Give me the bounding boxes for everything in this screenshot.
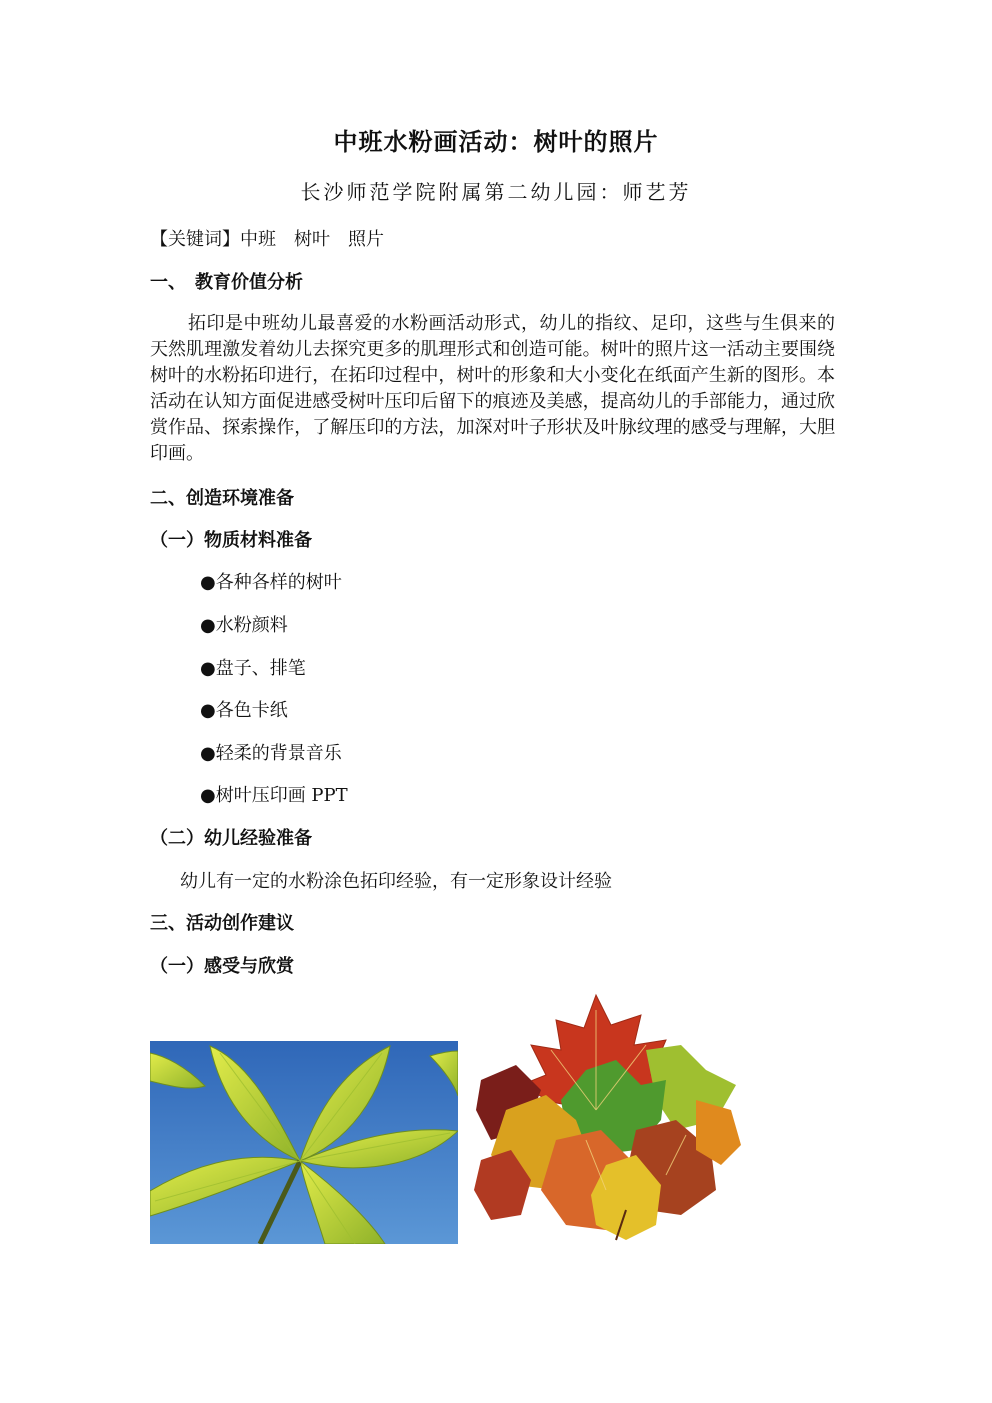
section2-sub2-heading: （二）幼儿经验准备 — [150, 828, 312, 849]
keyword-3: 照片 — [348, 229, 384, 250]
page-title: 中班水粉画活动：树叶的照片 — [333, 128, 659, 156]
green-leaves-photo — [150, 1041, 458, 1244]
section1-paragraph: 拓印是中班幼儿最喜爱的水粉画活动形式，幼儿的指纹、足印，这些与生俱来的天然肌理激发着幼儿去探究更多的肌理形式和创造可能。树叶的照片这一活动主要围绕树叶的水粉拓印进行，在拓印过程中，树叶的形象和大小变化在纸面产生新的图形。本活动在认知方面促进感受树叶压印后留下的痕迹及美感，提高幼儿的手部能力，通过欣赏作品、探索操作，了解压印的方法，加深对叶子形状及叶脉纹理的感受与理解，大胆印画。 — [150, 313, 835, 464]
material-item: ●轻柔的背景音乐 — [200, 743, 342, 764]
material-item: ●各种各样的树叶 — [200, 572, 342, 593]
autumn-leaves-photo — [466, 990, 746, 1245]
section2-heading: 二、创造环境准备 — [150, 488, 294, 509]
experience-text: 幼儿有一定的水粉涂色拓印经验，有一定形象设计经验 — [180, 871, 612, 892]
page-subtitle: 长沙师范学院附属第二幼儿园：师艺芳 — [300, 180, 692, 204]
section2-sub1-heading: （一）物质材料准备 — [150, 530, 312, 551]
section3-heading: 三、活动创作建议 — [150, 913, 294, 934]
material-item: ●树叶压印画 PPT — [200, 785, 348, 806]
keywords-label: 【关键词】 — [150, 229, 240, 250]
keywords-line — [150, 225, 402, 251]
material-item: ●各色卡纸 — [200, 700, 288, 721]
material-item: ●水粉颜料 — [200, 615, 288, 636]
keyword-1: 中班 — [240, 229, 276, 250]
material-item: ●盘子、排笔 — [200, 658, 306, 679]
section1-heading: 一、 教育价值分析 — [150, 272, 303, 293]
section3-sub1-heading: （一）感受与欣赏 — [150, 956, 294, 977]
keyword-2: 树叶 — [294, 229, 330, 250]
